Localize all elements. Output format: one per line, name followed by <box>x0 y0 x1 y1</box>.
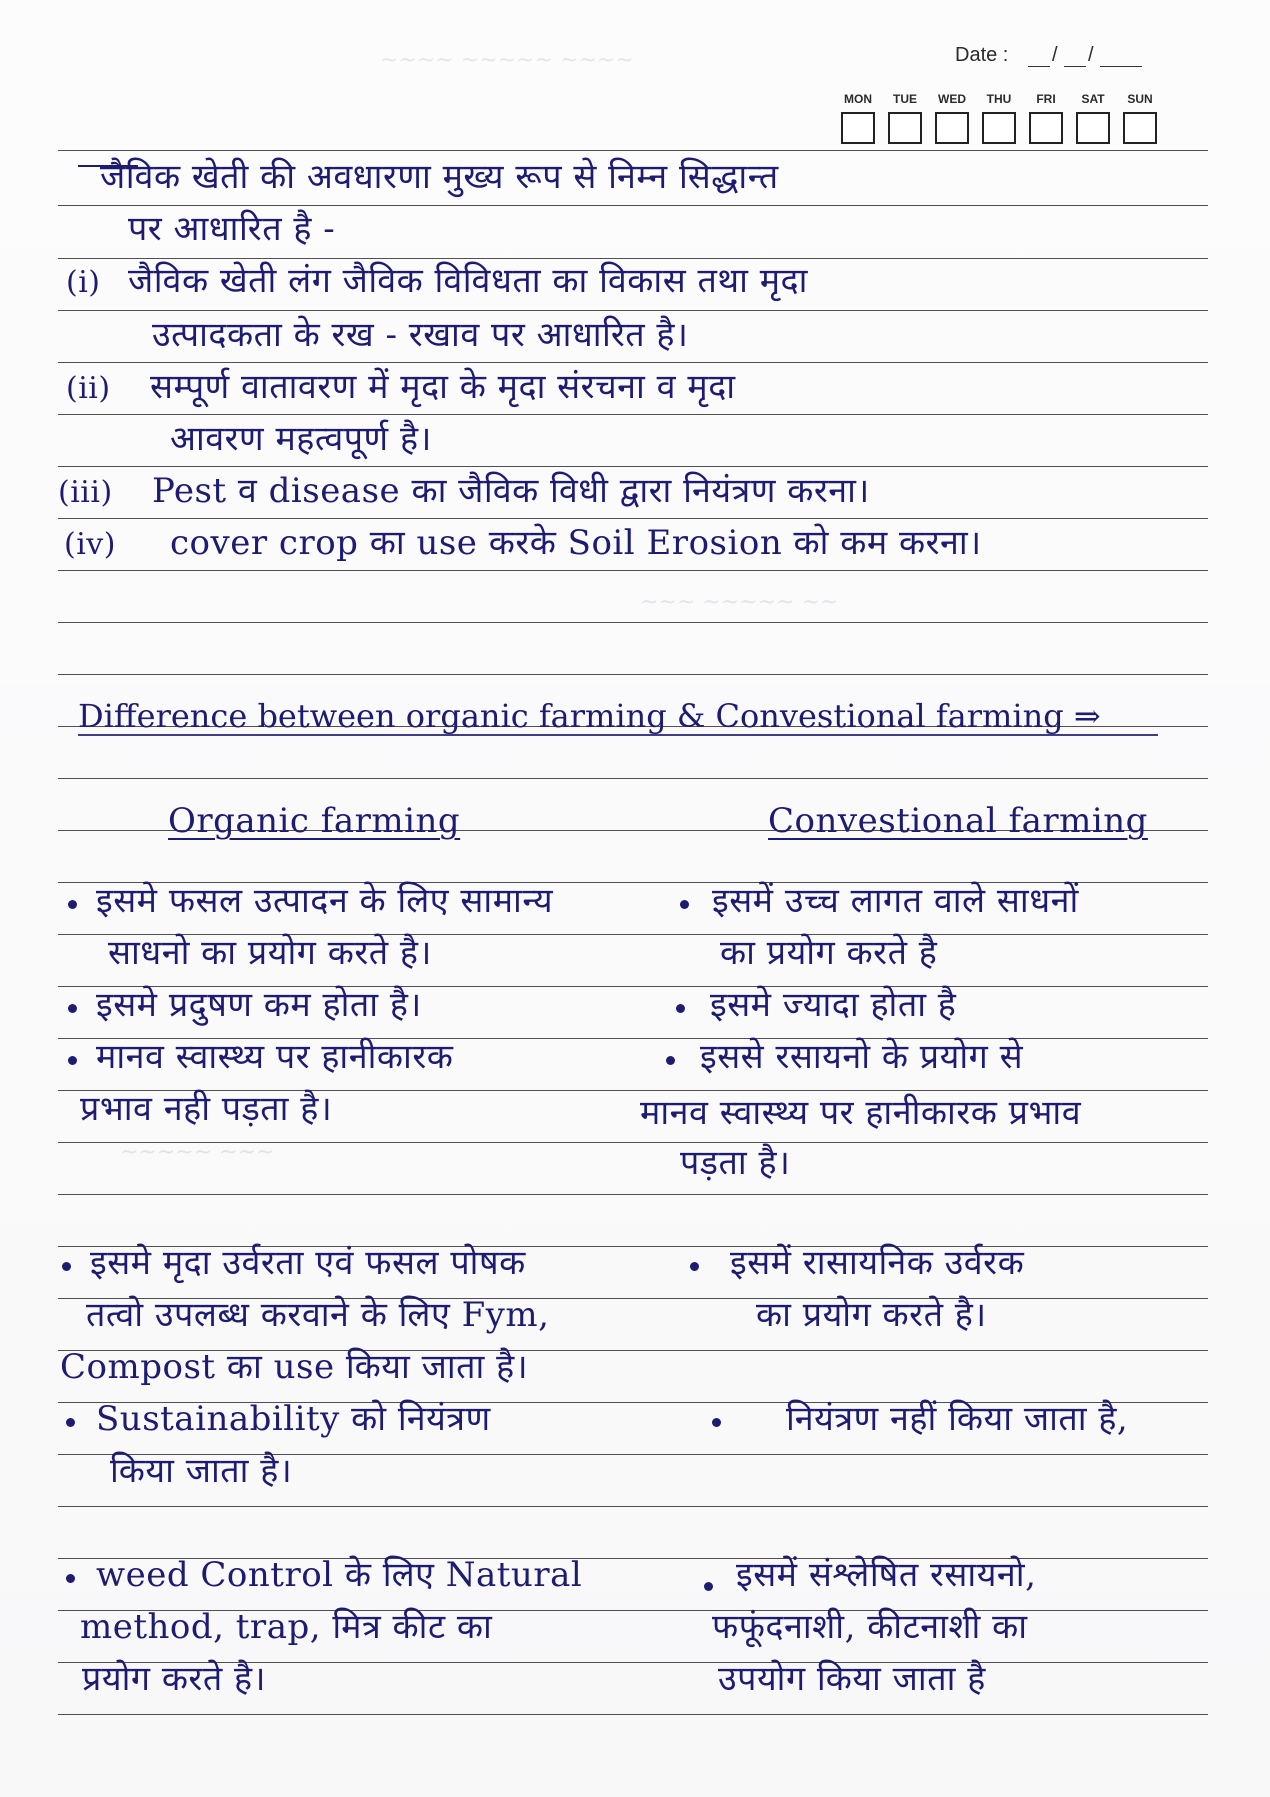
intro-line: जैविक खेती की अवधारणा मुख्य रूप से निम्न सिद्धान्त <box>100 157 779 197</box>
conventional-point: इसमें संश्लेषित रसायनो, <box>736 1555 1037 1595</box>
weekday-label: MON <box>844 92 872 106</box>
conventional-point: पड़ता है। <box>680 1143 791 1183</box>
bullet-point <box>68 1004 77 1013</box>
weekday-sun <box>1120 92 1160 144</box>
weekday-wed <box>932 92 972 144</box>
weekday-tue <box>885 92 925 144</box>
weekday-box <box>1076 112 1110 144</box>
intro-line: पर आधारित है - <box>128 209 336 249</box>
date-separator: / <box>1052 44 1058 66</box>
bullet-point <box>68 1056 77 1065</box>
weekday-label: SAT <box>1081 92 1105 106</box>
bullet-point <box>666 1056 675 1065</box>
weekday-thu <box>979 92 1019 144</box>
conventional-point: मानव स्वास्थ्य पर हानीकारक प्रभाव <box>640 1093 1082 1133</box>
ruled-line <box>58 414 1208 415</box>
bleed-through: ~~~~~ ~~~ <box>120 1140 275 1165</box>
bullet-point <box>66 1418 75 1427</box>
conventional-point: का प्रयोग करते है। <box>756 1295 987 1335</box>
column-header-organic: Organic farming <box>168 801 461 841</box>
weekday-fri <box>1026 92 1066 144</box>
column-header-conventional: Convestional farming <box>768 801 1148 841</box>
ruled-line <box>58 1714 1208 1715</box>
bullet-point <box>704 1582 713 1591</box>
organic-point: weed Control के लिए Natural <box>96 1555 583 1595</box>
ruled-line <box>58 310 1208 311</box>
ruled-line <box>58 570 1208 571</box>
bleed-through: ~~~~ ~~~~~ ~~~~ <box>380 48 634 73</box>
organic-point: तत्वो उपलब्ध करवाने के लिए Fym, <box>86 1295 550 1335</box>
weekday-sat <box>1073 92 1113 144</box>
bullet-point <box>66 1574 75 1583</box>
date-year-blank <box>1100 66 1142 67</box>
date-label: Date : <box>955 44 1009 66</box>
weekday-label: TUE <box>893 92 917 106</box>
weekday-box <box>1029 112 1063 144</box>
ruled-line <box>58 1194 1208 1195</box>
ruled-line <box>58 518 1208 519</box>
organic-point: मानव स्वास्थ्य पर हानीकारक <box>96 1037 454 1077</box>
conventional-point: का प्रयोग करते है <box>720 933 938 973</box>
weekday-box <box>1123 112 1157 144</box>
bullet-point <box>680 900 689 909</box>
principle-number: (ii) <box>66 371 111 406</box>
weekday-checkboxes <box>838 92 1160 144</box>
principle-text: सम्पूर्ण वातावरण में मृदा के मृदा संरचना व मृदा <box>150 367 736 407</box>
weekday-box <box>888 112 922 144</box>
ruled-line <box>58 362 1208 363</box>
principle-number: (iii) <box>58 475 113 510</box>
organic-point: इसमे फसल उत्पादन के लिए सामान्य <box>96 881 554 921</box>
principle-text: जैविक खेती लंग जैविक विविधता का विकास तथा मृदा <box>128 261 808 301</box>
bullet-point <box>712 1418 721 1427</box>
principle-number: (i) <box>66 265 101 300</box>
organic-point: method, trap, मित्र कीट का <box>80 1607 493 1647</box>
ruled-line <box>58 466 1208 467</box>
section-heading: Difference between organic farming & Convestional farming ⇒ <box>78 697 1101 735</box>
bleed-through: ~~~ ~~~~~ ~~ <box>640 590 839 615</box>
ruled-line <box>58 150 1208 151</box>
bullet-point <box>68 900 77 909</box>
organic-point: Compost का use किया जाता है। <box>60 1347 529 1387</box>
organic-point: इसमे प्रदुषण कम होता है। <box>96 985 422 1025</box>
principle-number: (iv) <box>64 527 116 562</box>
weekday-label: SUN <box>1127 92 1153 106</box>
organic-point: साधनो का प्रयोग करते है। <box>108 933 432 973</box>
ruled-line <box>58 205 1208 206</box>
weekday-label: WED <box>938 92 966 106</box>
date-month-blank <box>1064 66 1086 67</box>
ruled-line <box>58 778 1208 779</box>
weekday-box <box>982 112 1016 144</box>
conventional-point: इससे रसायनो के प्रयोग से <box>700 1037 1024 1077</box>
conventional-point: इसमे ज्यादा होता है <box>710 985 957 1025</box>
ruled-line <box>58 1506 1208 1507</box>
ruled-line <box>58 258 1208 259</box>
weekday-label: THU <box>986 92 1012 106</box>
principle-text: Pest व disease का जैविक विधी द्वारा नियंत्रण करना। <box>152 471 870 511</box>
ruled-line <box>58 674 1208 675</box>
conventional-point: उपयोग किया जाता है <box>718 1659 986 1699</box>
weekday-box <box>841 112 875 144</box>
principle-text: उत्पादकता के रख - रखाव पर आधारित है। <box>152 315 689 355</box>
bullet-point <box>676 1004 685 1013</box>
weekday-box <box>935 112 969 144</box>
organic-point: Sustainability को नियंत्रण <box>96 1399 491 1439</box>
principle-text: cover crop का use करके Soil Erosion को कम करना। <box>170 523 982 563</box>
conventional-point: इसमें उच्च लागत वाले साधनों <box>712 881 1079 921</box>
conventional-point: इसमें रासायनिक उर्वरक <box>730 1243 1025 1283</box>
ruled-line <box>58 622 1208 623</box>
organic-point: किया जाता है। <box>110 1451 293 1491</box>
organic-point: प्रभाव नही पड़ता है। <box>80 1089 333 1129</box>
principle-text: आवरण महत्वपूर्ण है। <box>170 419 432 459</box>
organic-point: प्रयोग करते है। <box>82 1659 266 1699</box>
weekday-label: FRI <box>1036 92 1056 106</box>
organic-point: इसमे मृदा उर्वरता एवं फसल पोषक <box>90 1243 526 1283</box>
conventional-point: फफूंदनाशी, कीटनाशी का <box>712 1607 1028 1647</box>
bullet-point <box>62 1262 71 1271</box>
weekday-mon <box>838 92 878 144</box>
date-separator: / <box>1088 44 1094 66</box>
bullet-point <box>690 1262 699 1271</box>
heading-underline <box>78 734 1158 736</box>
date-day-blank <box>1028 66 1050 67</box>
conventional-point: नियंत्रण नहीं किया जाता है, <box>786 1399 1129 1439</box>
